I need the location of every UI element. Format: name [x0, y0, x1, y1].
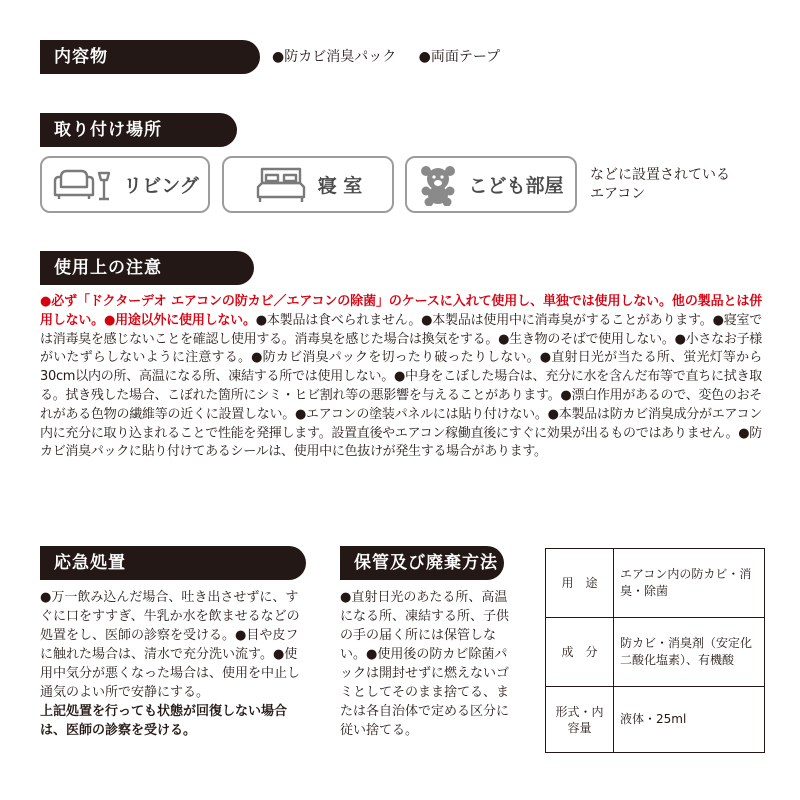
contents-heading: 内容物	[40, 40, 260, 74]
table-row	[546, 549, 765, 618]
first-aid-heading: 応急処置	[40, 546, 306, 580]
placement-note-line: などに設置されている	[590, 167, 730, 183]
storage-heading: 保管及び廃棄方法	[340, 546, 504, 580]
first-aid-text	[40, 588, 308, 740]
spec-value: 液体・25ml	[614, 687, 765, 753]
placement-heading: 取り付け場所	[40, 113, 237, 147]
caution-heading: 使用上の注意	[40, 251, 254, 285]
contents-list	[272, 47, 518, 67]
room-label: こども部屋	[468, 175, 564, 197]
caution-warning-red: ●必ず「ドクターデオ エアコンの防カビ／エアコンの除菌」のケースに入れて使用し、単独では使用しない。他の製品とは併用しない。	[40, 294, 762, 328]
sofa-lamp-icon	[51, 167, 113, 203]
caution-text	[40, 293, 762, 462]
first-aid-body: ●万一飲み込んだ場合、吐き出させずに、すぐに口をすすぎ、牛乳か水を飲ませるなどの処置をし、医師の診察を受ける。●目や皮フに触れた場合は、清水で充分洗い流す。●使用中気分が悪くなった場合は、使用を中止し通気のよい所で安静にする。	[40, 590, 301, 700]
storage-text: ●直射日光のあたる所、高温になる所、凍結する所、子供の手の届く所には保管しない。●使用後の防カビ除菌パックは開封せずに燃えないゴミとしてそのまま捨てる、または各自治体で定める区分に従い捨てる。	[340, 590, 510, 738]
caution-body: ●本製品は食べられません。●本製品は使用中に消毒臭がすることがあります。●寝室では消毒臭を感じないことを確認し使用する。消毒臭を感じた場合は換気をする。●生き物のそばで使用しない。●小さなお子様がいたずらしないように注意する。●防カビ消臭パックを切ったり破ったりしない。●直射日光が当たる所、蛍光灯等から30cm以内の所、高温になる所、凍結する所では使用しない。●中身をこぼした場合は、充分に水を含んだ布等で直ちに拭き取る。拭き残した場合、こぼれた箇所にシミ・ヒビ割れ等の悪影響を与えることがあります。●漂白作用があるので、変色のおそれがある色物の繊維等の近くに設置しない。●エアコンの塗装パネルには貼り付けない。●本製品は防カビ消臭成分がエアコン内に充分に取り込まれることで性能を発揮します。設置直後やエアコン稼働直後にすぐに効果が出るものではありません。●防カビ消臭パックに貼り付けてあるシールは、使用中に色抜けが発生する場合があります。	[40, 312, 762, 460]
teddy-bear-icon	[418, 164, 458, 206]
room-kids	[405, 156, 577, 213]
contents-item: ●防カビ消臭パック	[272, 49, 397, 65]
spec-value: 防カビ・消臭剤（安定化二酸化塩素）、有機酸	[614, 618, 765, 687]
spec-table	[545, 548, 765, 753]
room-bedroom	[222, 156, 394, 213]
table-row	[546, 618, 765, 687]
room-label: 寝 室	[317, 175, 363, 197]
spec-label: 形式・内容量	[546, 687, 614, 753]
caution-warning-usage: ●用途以外に使用しない。	[103, 312, 256, 328]
spec-value: エアコン内の防カビ・消臭・除菌	[614, 549, 765, 618]
room-living	[40, 156, 210, 213]
first-aid-bold: 上記処置を行っても状態が回復しない場合は、医師の診察を受ける。	[40, 704, 288, 738]
bed-icon	[254, 165, 308, 205]
placement-note	[590, 166, 730, 204]
table-row	[546, 687, 765, 753]
contents-item: ●両面テープ	[418, 49, 501, 65]
spec-label: 成 分	[546, 618, 614, 687]
placement-note-line: エアコン	[590, 186, 646, 202]
spec-label: 用 途	[546, 549, 614, 618]
room-label: リビング	[123, 175, 199, 197]
